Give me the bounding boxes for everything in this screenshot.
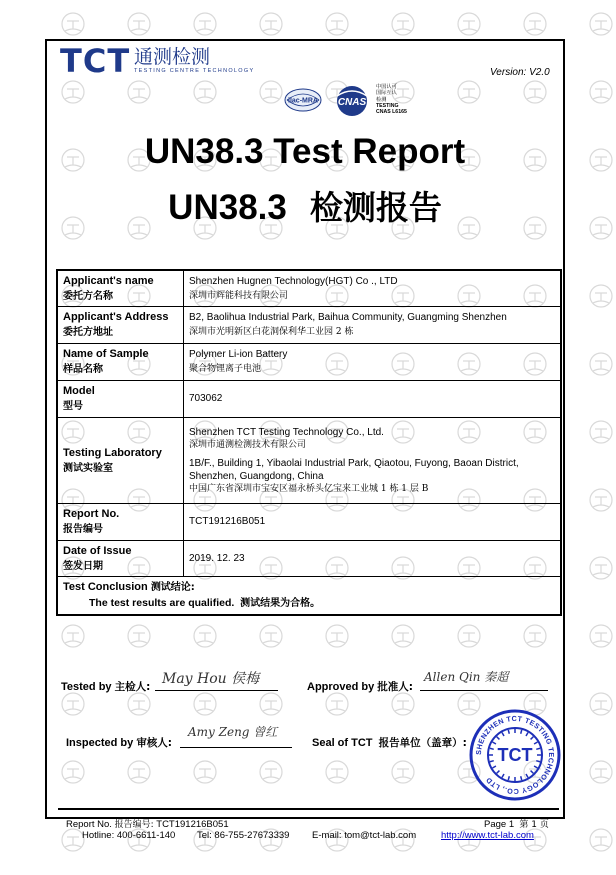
seal-tick [536,748,540,749]
footer-divider [58,808,559,810]
label-cn: 样品名称 [63,364,103,375]
table-row [58,381,561,418]
title-chinese: 检测报告 [309,188,442,227]
label-en: Date of Issue [63,544,132,557]
value-en: B2, Baolihua Industrial Park, Baihua Community, Guangming Shenzhen [189,312,507,323]
footer-report-value: TCT191216B051 [156,819,229,830]
seal-tick [508,776,509,780]
title-prefix: UN38.3 [168,188,287,227]
seal-tick [492,766,495,768]
table-row [58,577,561,615]
website-link[interactable]: http://www.tct-lab.com [441,830,534,841]
footer-hotline: Hotline: 400-6611-140 [82,830,176,841]
seal-tick [534,742,537,744]
cnas-en-line1: TESTING [376,102,399,109]
cnas-cn-line1: 中国认可 [376,84,397,90]
cnas-cn-line2: 国际互认 [376,90,397,97]
footer-page-cn: 第 1 页 [519,820,549,830]
tct-watermark-icon [590,81,612,103]
label-en: Applicant's name [63,274,154,287]
approved-signature: Allen Qin 秦超 [424,670,509,684]
testing-lab-label [58,418,184,504]
seal-center-text: TCT [497,745,533,765]
label-cn: 签发日期 [63,560,103,572]
tct-watermark-icon [62,829,84,851]
inspected-signature-line [180,747,292,748]
applicant-name-label [58,271,184,307]
lab-name-en: Shenzhen TCT Testing Technology Co., Ltd. [189,426,384,438]
applicant-address-value [184,307,561,344]
table-row [58,271,561,307]
ilac-label: ilac-MRA [288,97,318,105]
footer-website [441,830,534,841]
tested-by-label [61,679,150,694]
applicant-address-label [58,307,184,344]
seal-tick [497,737,500,740]
date-issue-label [58,541,184,577]
lab-address-cn: 中国广东省深圳市宝安区福永桥头亿宝来工业城 1 栋 1 层 B [189,483,429,494]
ilac-mra-icon [284,88,322,112]
conclusion-label [63,580,555,595]
tct-watermark-icon [590,761,612,783]
seal-tick [502,732,504,735]
footer-tel: Tel: 86-755-27673339 [197,830,290,841]
inspected-signature: Amy Zeng 曾红 [188,725,278,739]
tct-watermark-icon [194,13,216,35]
report-title-cn [45,187,565,229]
lab-address-en-2: Shenzhen, Guangdong, China [189,470,324,482]
sample-name-label [58,344,184,381]
tct-watermark-icon [458,13,480,35]
table-row [58,418,561,504]
report-no-value: TCT191216B051 [184,504,561,541]
conclusion-cell [58,577,561,615]
label-cn: 报告编号 [63,524,103,535]
inspected-by-label [66,735,172,750]
seal-tick [521,776,522,780]
tested-label-cn: 主检人: [114,681,151,693]
tct-watermark-icon [590,13,612,35]
cnas-cn-line3: 检测 [376,96,387,103]
approved-label-en: Approved by [307,681,375,693]
testing-lab-value [184,418,561,504]
seal-tick [490,748,494,749]
value-cn: 聚合物锂离子电池 [189,364,262,374]
label-en: Testing Laboratory [63,446,162,459]
seal-tick [508,730,509,734]
logo-text: TCT [60,42,131,80]
info-table [57,270,561,615]
seal-label [312,735,467,750]
footer-report-label: Report No. [66,819,112,830]
inspected-label-cn: 审核人: [136,737,173,749]
footer-email: E-mail: tom@tct-lab.com [312,830,417,841]
label-en: Model [63,385,95,397]
tct-watermark-icon [524,13,546,35]
value-en: Shenzhen Hugnen Technology(HGT) Co ., LTD [189,275,398,287]
report-title-en: UN38.3 Test Report [144,132,466,171]
table-row [58,504,561,541]
table-row [58,307,561,344]
value-cn: 深圳市光明新区白花洞保利华工业园 2 栋 [189,327,354,337]
seal-tick [497,771,500,774]
date-issue-value: 2019. 12. 23 [184,541,561,577]
seal-ring-text: SHENZHEN TCT TESTING TECHNOLOGY CO., LTD [473,713,557,797]
tct-watermark-icon [590,285,612,307]
value-cn: 深圳市辉能科技有限公司 [189,290,289,301]
tct-watermark-icon [392,13,414,35]
seal-tick [521,730,522,734]
logo-english: TESTING CENTRE TECHNOLOGY [134,68,255,74]
conclusion-label-en: Test Conclusion [63,580,148,593]
conclusion-text-en: The test results are qualified. [89,596,235,609]
footer-report-no [66,817,229,830]
inspected-label-en: Inspected by [66,737,134,749]
tct-seal-stamp [469,709,561,801]
tct-watermark-icon [590,625,612,647]
tested-label-en: Tested by [61,681,112,693]
model-value: 703062 [184,381,561,418]
seal-label-en: Seal of TCT [312,737,373,749]
conclusion-label-cn: 测试结论: [150,581,195,593]
tested-signature-line [155,690,278,691]
label-en: Name of Sample [63,348,149,360]
label-en: Applicant's Address [63,311,169,323]
sample-name-value [184,344,561,381]
label-en: Report No. [63,508,120,520]
seal-tick [492,742,495,744]
approved-signature-line [420,690,548,691]
tested-signature: May Hou 侯梅 [162,671,260,687]
conclusion-text [63,595,555,612]
cnas-icon [330,84,374,118]
footer-page-en: Page 1 [484,819,515,830]
lab-name-cn: 深圳市通测检测技术有限公司 [189,439,307,450]
label-cn: 测试实验室 [63,462,113,474]
cnas-en-line2: CNAS L6165 [376,109,407,116]
cnas-text [376,84,407,115]
seal-tick [536,761,540,762]
seal-label-cn: 报告单位（盖章）: [378,737,467,749]
footer-page [484,817,549,830]
table-row [58,541,561,577]
seal-tick [502,774,504,777]
tct-watermark-icon [590,693,612,715]
conclusion-text-cn: 测试结果为合格。 [240,597,321,609]
tct-watermark-icon [590,489,612,511]
approved-label-cn: 批准人: [377,681,413,693]
seal-tick [526,774,528,777]
applicant-name-value [184,271,561,307]
tct-watermark-icon [590,217,612,239]
tct-watermark-icon [326,13,348,35]
value-en: Polymer Li-ion Battery [189,349,288,360]
version-label: Version: V2.0 [490,67,550,78]
footer-report-label-cn: 报告编号: [114,820,154,830]
table-row [58,344,561,381]
label-cn: 型号 [63,401,83,412]
label-cn: 委托方地址 [63,327,113,338]
tct-watermark-icon [260,13,282,35]
tct-watermark-icon [590,421,612,443]
seal-tick [531,771,534,774]
approved-by-label [307,679,413,694]
tct-watermark-icon [590,353,612,375]
seal-tick [526,732,528,735]
cnas-label: CNAS [337,97,367,108]
model-label [58,381,184,418]
tct-watermark-icon [590,149,612,171]
tct-watermark-icon [590,557,612,579]
report-no-label [58,504,184,541]
logo-chinese: 通测检测 [134,46,211,68]
seal-tick [490,761,494,762]
tct-watermark-icon [128,13,150,35]
tct-watermark-icon [590,829,612,851]
label-cn: 委托方名称 [63,290,113,302]
tct-watermark-icon [62,13,84,35]
seal-tick [531,737,534,740]
seal-tick [534,766,537,768]
accreditation-marks [282,82,432,122]
lab-address-en-1: 1B/F., Building 1, Yibaolai Industrial Park, Qiaotou, Fuyong, Baoan District, [189,457,519,469]
